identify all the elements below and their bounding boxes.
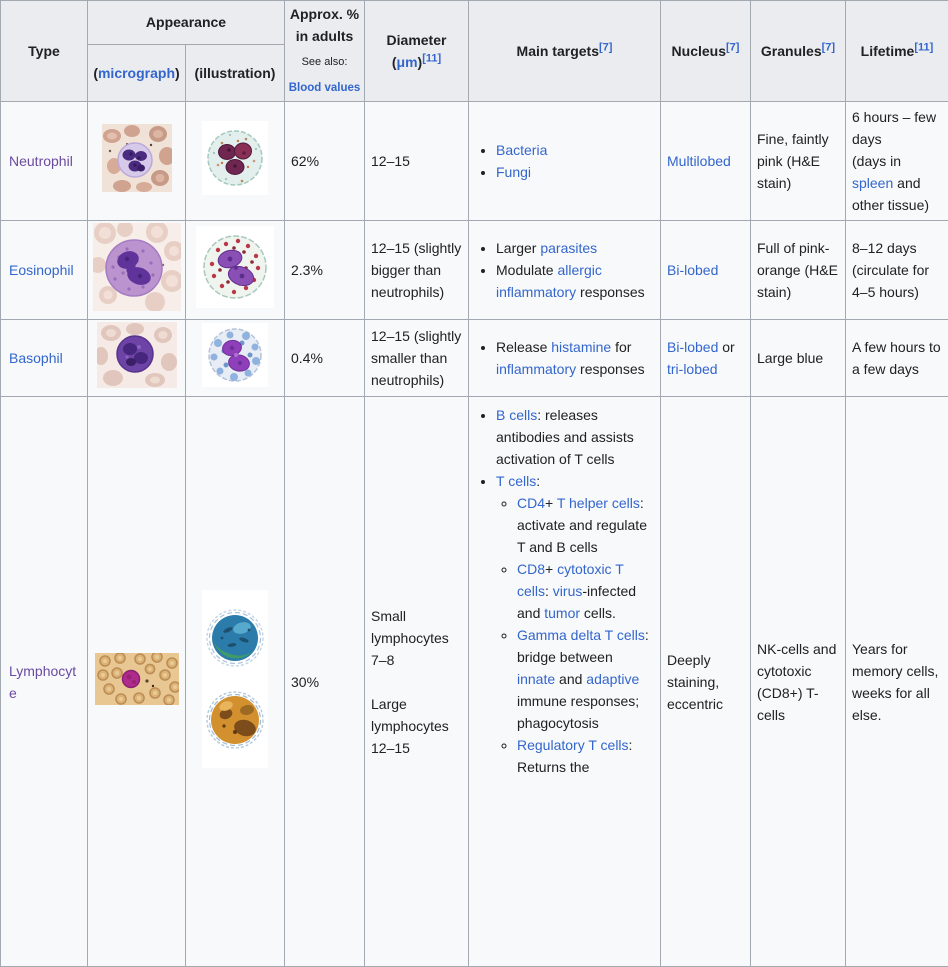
cell-basophil-targets (469, 320, 661, 397)
micrometre-link[interactable]: μm (397, 54, 418, 70)
cell-lymphocyte-targets (469, 397, 661, 967)
inflammatory-link[interactable]: inflammatory (496, 361, 576, 377)
virus-link[interactable]: virus (553, 583, 583, 599)
cell-lymphocyte-nucleus: Deeply staining, eccentric (661, 397, 751, 967)
diameter-large: Large lymphocytes 12–15 (371, 693, 462, 759)
target-text: Release (496, 339, 551, 355)
target-text: : releases antibodies and assists activation of T cells (496, 407, 634, 467)
regulatory-t-cells-link[interactable]: Regulatory T cells (517, 737, 629, 753)
cell-basophil-nucleus (661, 320, 751, 397)
cell-eosinophil-targets (469, 221, 661, 320)
cell-neutrophil-granules: Fine, faintly pink (H&E stain) (751, 102, 846, 221)
spleen-link[interactable]: spleen (852, 175, 893, 191)
target-text: Modulate (496, 262, 557, 278)
target-text: immune responses; phagocytosis (517, 693, 639, 731)
approx-line2: in adults (288, 25, 361, 47)
main-targets-label: Main targets (517, 43, 599, 59)
allergic-inflammatory-link[interactable]: allergic inflammatory (496, 262, 602, 300)
histamine-link[interactable]: histamine (551, 339, 611, 355)
cell-neutrophil-diameter: 12–15 (365, 102, 469, 221)
table-row-lymphocyte (1, 397, 948, 967)
lifetime-label: Lifetime (861, 43, 915, 59)
cell-basophil-approx: 0.4% (285, 320, 365, 397)
list-item (496, 161, 654, 183)
col-header-appearance: Appearance (88, 1, 285, 45)
table-row-eosinophil (1, 221, 948, 320)
cell-lymphocyte-granules: NK-cells and cytotoxic (CD8+) T-cells (751, 397, 846, 967)
parasites-link[interactable]: parasites (540, 240, 597, 256)
t-helper-cells-link[interactable]: T helper cells (557, 495, 640, 511)
col-header-main-targets (469, 1, 661, 102)
micrograph-paren-close: ) (175, 65, 180, 81)
ref-11-link[interactable]: [11] (422, 52, 441, 64)
cell-eosinophil-granules: Full of pink-orange (H&E stain) (751, 221, 846, 320)
lifetime-text: (days in (852, 153, 901, 169)
col-header-approx (285, 1, 365, 102)
target-text: -infected and (517, 583, 636, 621)
lymphocyte-micrograph-image[interactable] (95, 653, 179, 705)
cell-lymphocyte-approx: 30% (285, 397, 365, 967)
list-item (496, 470, 654, 778)
target-text: responses (576, 361, 644, 377)
basophil-link[interactable]: Basophil (9, 350, 63, 366)
list-item (496, 404, 654, 470)
tumor-link[interactable]: tumor (544, 605, 580, 621)
cd8-link[interactable]: CD8 (517, 561, 545, 577)
nucleus-text: or (718, 339, 734, 355)
eosinophil-micrograph-image[interactable] (93, 223, 181, 311)
col-header-illustration: (illustration) (186, 44, 285, 101)
trilobed-link[interactable]: tri-lobed (667, 361, 718, 377)
cell-neutrophil-approx: 62% (285, 102, 365, 221)
col-header-lifetime (846, 1, 948, 102)
approx-line1: Approx. % (288, 3, 361, 25)
cell-neutrophil-type (1, 102, 88, 221)
cell-neutrophil-micrograph (88, 102, 186, 221)
target-text: : (545, 583, 553, 599)
col-header-micrograph (88, 44, 186, 101)
cell-eosinophil-illustration (186, 221, 285, 320)
lifetime-text: 6 hours – few days (852, 109, 936, 147)
lymphocyte-illustration-image[interactable] (202, 590, 268, 768)
ref-7-link[interactable]: [7] (599, 41, 612, 53)
bilobed-link[interactable]: Bi-lobed (667, 339, 718, 355)
neutrophil-illustration-image[interactable] (202, 121, 268, 195)
b-cells-link[interactable]: B cells (496, 407, 537, 423)
multilobed-link[interactable]: Multilobed (667, 153, 731, 169)
col-header-type: Type (1, 1, 88, 102)
cell-basophil-lifetime: A few hours to a few days (846, 320, 948, 397)
diameter-label: Diameter (368, 29, 465, 51)
cytotoxic-t-cells-link[interactable]: cytotoxic T cells (517, 561, 624, 599)
target-text: Larger (496, 240, 540, 256)
cell-eosinophil-approx: 2.3% (285, 221, 365, 320)
target-text: : bridge between (517, 627, 649, 665)
col-header-granules (751, 1, 846, 102)
cell-basophil-granules: Large blue (751, 320, 846, 397)
basophil-micrograph-image[interactable] (97, 322, 177, 388)
list-item (496, 336, 654, 380)
list-item (496, 139, 654, 161)
list-item (496, 259, 654, 303)
cell-lymphocyte-type (1, 397, 88, 967)
diameter-paren-close: ) (418, 54, 423, 70)
neutrophil-micrograph-image[interactable] (102, 124, 172, 192)
col-header-nucleus (661, 1, 751, 102)
innate-link[interactable]: innate (517, 671, 555, 687)
list-item (517, 624, 654, 734)
ref-11-link[interactable]: [11] (914, 41, 933, 53)
cell-basophil-diameter: 12–15 (slightly smaller than neutrophils) (365, 320, 469, 397)
cell-basophil-type (1, 320, 88, 397)
ref-7-link[interactable]: [7] (822, 41, 835, 53)
t-cells-link[interactable]: T cells (496, 473, 536, 489)
eosinophil-illustration-image[interactable] (196, 226, 274, 308)
cd4-link[interactable]: CD4 (517, 495, 545, 511)
col-header-diameter (365, 1, 469, 102)
adaptive-link[interactable]: adaptive (586, 671, 639, 687)
see-also-label: See also: (288, 51, 361, 73)
target-text: : Returns the (517, 737, 632, 775)
cell-neutrophil-nucleus (661, 102, 751, 221)
basophil-illustration-image[interactable] (202, 323, 268, 387)
bacteria-link[interactable]: Bacteria (496, 142, 547, 158)
cell-eosinophil-lifetime: 8–12 days (circulate for 4–5 hours) (846, 221, 948, 320)
cell-basophil-micrograph (88, 320, 186, 397)
blood-values-link[interactable]: Blood values (288, 77, 361, 99)
table-row-neutrophil (1, 102, 948, 221)
nucleus-label: Nucleus (672, 43, 726, 59)
target-text: : activate and regulate T and B cells (517, 495, 647, 555)
cell-lymphocyte-lifetime: Years for memory cells, weeks for all else. (846, 397, 948, 967)
micrograph-link[interactable]: micrograph (98, 65, 175, 81)
cell-basophil-illustration (186, 320, 285, 397)
ref-7-link[interactable]: [7] (726, 41, 739, 53)
cell-lymphocyte-diameter (365, 397, 469, 967)
granules-label: Granules (761, 43, 822, 59)
cell-eosinophil-diameter: 12–15 (slightly bigger than neutrophils) (365, 221, 469, 320)
cell-lymphocyte-micrograph (88, 397, 186, 967)
lymphocyte-link[interactable]: Lymphocyte (9, 663, 76, 701)
target-text: responses (576, 284, 644, 300)
fungi-link[interactable]: Fungi (496, 164, 531, 180)
bilobed-link[interactable]: Bi-lobed (667, 262, 718, 278)
cell-eosinophil-micrograph (88, 221, 186, 320)
target-text: : (536, 473, 540, 489)
diameter-small: Small lymphocytes 7–8 (371, 605, 462, 671)
cell-neutrophil-lifetime (846, 102, 948, 221)
cell-eosinophil-type (1, 221, 88, 320)
micrograph-paren-open: ( (93, 65, 98, 81)
cell-neutrophil-illustration (186, 102, 285, 221)
list-item (517, 558, 654, 624)
target-text: cells. (580, 605, 616, 621)
list-item (517, 492, 654, 558)
cell-lymphocyte-illustration (186, 397, 285, 967)
target-text: + (545, 561, 557, 577)
diameter-paren-open: ( (392, 54, 397, 70)
cell-neutrophil-targets (469, 102, 661, 221)
cell-eosinophil-nucleus (661, 221, 751, 320)
list-item (517, 734, 654, 778)
target-text: + (545, 495, 557, 511)
table-row-basophil (1, 320, 948, 397)
target-text: and (555, 671, 586, 687)
eosinophil-link[interactable]: Eosinophil (9, 262, 74, 278)
target-text: for (611, 339, 631, 355)
gamma-delta-t-cells-link[interactable]: Gamma delta T cells (517, 627, 645, 643)
list-item (496, 237, 654, 259)
neutrophil-link[interactable]: Neutrophil (9, 153, 73, 169)
lifetime-text: and other tissue) (852, 175, 929, 213)
